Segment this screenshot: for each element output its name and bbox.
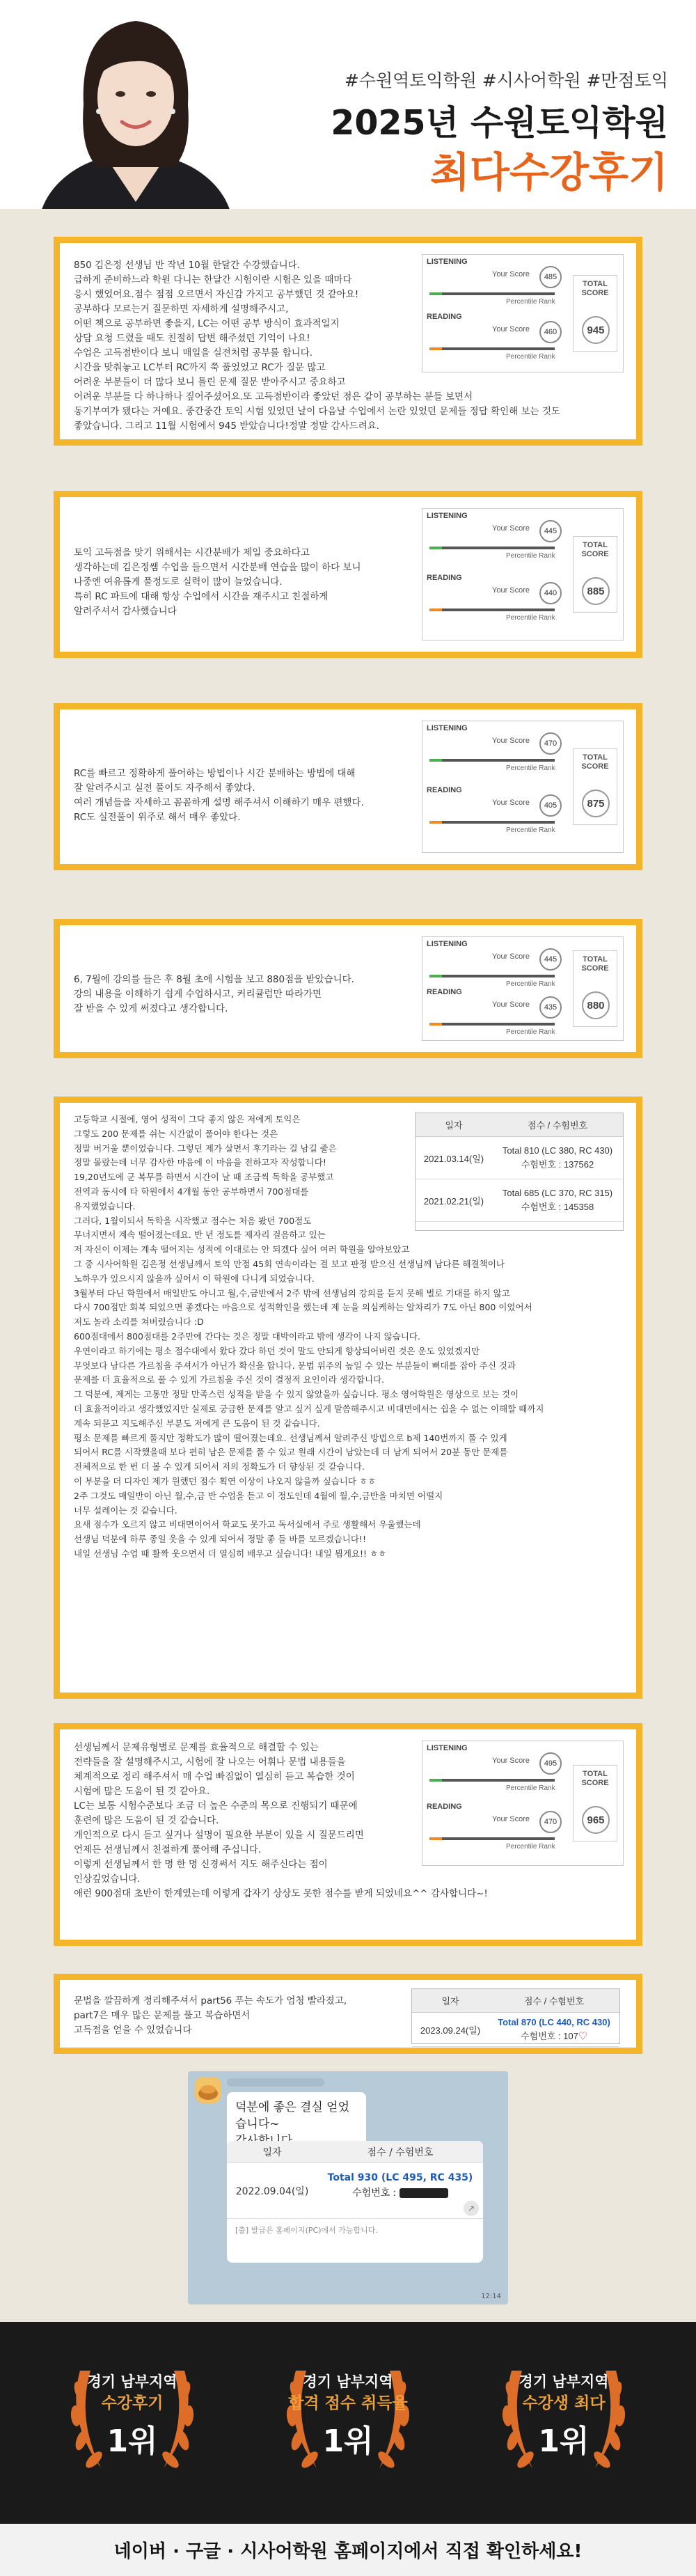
review-line: 평소 문제를 빠르게 풀지만 정확도가 많이 떨어졌는데요. 선생님께서 알려주신 방법으로 b제 140번까지 풀 수 있게	[74, 1432, 507, 1443]
chat-score-card	[227, 2141, 483, 2263]
reading-score: 470	[539, 1811, 562, 1833]
review-line: 그러다, 1월이되서 독학을 시작했고 점수는 처음 봤던 700점도	[74, 1215, 312, 1226]
percentile-label: Percentile Rank	[506, 764, 555, 772]
review-line: 저도 놀라 소리를 쳐버렸습니다 :D	[74, 1317, 204, 1328]
award-rank: 1위	[538, 2424, 590, 2459]
listening-score: 445	[539, 520, 562, 542]
exam-number: 수험번호 : 145358	[521, 1202, 594, 1212]
percentile-label: Percentile Rank	[506, 826, 555, 834]
review-line: 600점대에서 800점대를 2주만에 간다는 것은 정말 대박이라고 밖에 생각이 나지 않습니다.	[74, 1330, 420, 1342]
score-report	[422, 1741, 624, 1866]
award-rank: 1위	[322, 2424, 374, 2459]
your-score-label: Your Score	[492, 325, 530, 333]
review-card-3	[54, 703, 642, 870]
reading-bar-marker	[429, 821, 442, 824]
review-line: 850 김은정 선생님 반 작년 10월 한달간 수강했습니다.	[74, 260, 301, 271]
exam-number-redacted	[400, 2188, 448, 2198]
review-text	[74, 973, 354, 1016]
review-card-1	[54, 237, 642, 446]
certificate-header	[412, 1989, 619, 2013]
listening-label: LISTENING	[427, 1744, 468, 1752]
share-icon[interactable]: ↗	[464, 2201, 479, 2216]
total-score: 875	[582, 790, 610, 817]
heart-icon: ♡	[578, 2031, 587, 2041]
review-line: 계속 되묻고 지도해주신 부분도 저에게 큰 도움이 된 것 같습니다.	[74, 1417, 320, 1429]
listening-bar-track	[429, 759, 555, 762]
review-line: 훈련에 많은 도움이 된 것 같습니다.	[74, 1815, 219, 1826]
your-score-label: Your Score	[492, 586, 530, 595]
review-line: 6, 7월에 강의를 들은 후 8월 초에 시험을 보고 880점을 받았습니다.	[74, 974, 354, 985]
award-2	[268, 2343, 428, 2496]
your-score-label: Your Score	[492, 737, 530, 745]
total-score: 880	[582, 991, 610, 1019]
award-region: 경기 남부지역	[87, 2373, 177, 2390]
review-card-2	[54, 491, 642, 658]
total-score-label: TOTAL SCORE	[581, 280, 609, 297]
reading-bar-track	[429, 821, 555, 824]
review-line: 2주 그것도 매일반이 아닌 월,수,금 반 수업을 듣고 이 정도인데 4월에 월,수,금반을 마치면 어떨지	[74, 1490, 443, 1501]
review-line: 정말 버거울 뿐이었습니다. 그렇던 제가 살면서 후기라는 걸 남길 줄은	[74, 1142, 337, 1154]
review-line: 더 효율적이라고 생각했었지만 실제로 궁금한 문제를 알고 싶거 싶게 말씀해주시고 비대면에서는 쉽을 수 없는 이해할 때까지	[74, 1403, 544, 1414]
listening-bar-track	[429, 292, 555, 295]
listening-score: 445	[539, 948, 562, 971]
total-score-box	[573, 536, 617, 613]
certificate-row	[416, 1179, 623, 1222]
listening-bar-marker	[429, 975, 442, 977]
review-line: 선생님 덕분에 하루 종일 웃을 수 있게 되어서 정말 좋 들 바를 모르겠습니다!!	[74, 1534, 366, 1545]
percentile-label: Percentile Rank	[506, 1028, 555, 1036]
bottom-banner: 네이버 · 구글 · 시사어학원 홈페이지에서 직접 확인하세요!	[0, 2524, 696, 2576]
total-score: Total 810 (LC 380, RC 430)	[502, 1145, 613, 1156]
review-line: 잘 받을 수 있게 써졌다고 생각합니다.	[74, 1003, 228, 1014]
score-report	[422, 508, 624, 641]
listening-bar-marker	[429, 1779, 442, 1782]
review-line: LC는 보통 시험수준보다 조금 더 높은 수준의 목으로 진행되기 때문에	[74, 1800, 358, 1812]
message-time: 12:14	[481, 2293, 501, 2300]
your-score-label: Your Score	[492, 1000, 530, 1009]
review-line: RC를 빠르고 정확하게 풀어하는 방법이나 시간 분배하는 방법에 대해	[74, 768, 356, 779]
listening-label: LISTENING	[427, 258, 468, 266]
page-header	[0, 0, 696, 209]
exam-number-label: 수험번호 :	[352, 2188, 397, 2199]
hashtags: #수원역토익학원 #시사어학원 #만점토익	[344, 70, 668, 91]
reading-bar-marker	[429, 1837, 442, 1840]
review-line: 그렇도 200 문제를 쉬는 시간없이 풀어야 한다는 것은	[74, 1128, 278, 1139]
review-line: 생각하는데 김은정쌤 수업을 들으면서 시간분배 연습을 많이 하다 보니	[74, 562, 361, 573]
review-line: 전략들을 잘 설명해주시고, 시험에 잘 나오는 어휘나 문법 내용들을	[74, 1757, 346, 1768]
certificate-row	[412, 2013, 619, 2047]
review-text	[74, 767, 364, 825]
review-line: 시험에 많은 도움이 된 것 같아요.	[74, 1786, 210, 1797]
percentile-label: Percentile Rank	[506, 1784, 555, 1792]
percentile-label: Percentile Rank	[506, 980, 555, 988]
reading-bar-track	[429, 347, 555, 350]
date-header: 일자	[445, 1120, 463, 1131]
award-category: 수강후기	[101, 2394, 164, 2412]
listening-bar-marker	[429, 547, 442, 549]
review-line: 개인적으로 다시 듣고 싶거나 설명이 필요한 부분이 있을 시 질문드리면	[74, 1830, 364, 1841]
review-line: 요새 점수가 오르지 않고 비대면이어서 학교도 못가고 독서실에서 주로 생활해서 우울했는데	[74, 1519, 421, 1530]
your-score-label: Your Score	[492, 270, 530, 278]
reading-bar-track	[429, 1837, 555, 1840]
total-score: 885	[582, 577, 610, 605]
total-score: Total 685 (LC 370, RC 315)	[502, 1188, 613, 1198]
total-score-label: TOTAL SCORE	[581, 1770, 609, 1787]
reading-bar-track	[429, 1023, 555, 1026]
sender-name-redacted	[227, 2078, 324, 2087]
percentile-label: Percentile Rank	[506, 552, 555, 560]
exam-number: 수험번호 : 137562	[521, 1159, 594, 1170]
review-line: 무엇보다 남다른 가르침을 주셔서가 아닌가 확신을 합니다. 문법 위주의 높일 수 있는 부분들이 뻐대를 잡아 주신 것과	[74, 1360, 516, 1371]
review-line: 3월부터 다닌 학원에서 매일반도 아니고 월,수,금반에서 2주 밖에 선생님의 강의를 듣지 못해 벌로 기대를 하지 않고	[74, 1287, 510, 1298]
review-line: 잘 알려주시고 실전 풀이도 자주해서 좋았다.	[74, 783, 255, 794]
review-line: 어떤 책으로 공부하면 좋을지, LC는 어떤 공부 방식이 효과적일지	[74, 318, 340, 329]
total-score-label: TOTAL SCORE	[581, 541, 609, 558]
score-report	[422, 254, 624, 372]
review-line: 알려주셔서 감사했습니다	[74, 606, 177, 617]
review-line: 강의 내용을 이해하기 쉽게 수업하시고, 커리큘럼만 따라가면	[74, 989, 322, 1000]
reading-label: READING	[427, 1803, 462, 1811]
review-line: 애런 900점대 초반이 한계였는데 이렇게 갑자기 상상도 못한 점수를 받게 되었네요^^ 감사합니다~!	[74, 1888, 488, 1899]
review-line: 내일 선생님 수업 때 활짝 웃으면서 더 열심히 배우고 싶습니다! 내일 뵙게요!! ㅎㅎ	[74, 1548, 387, 1559]
review-line: part7은 매우 많은 문제를 풀고 복습하면서	[74, 2010, 251, 2021]
your-score-label: Your Score	[492, 1757, 530, 1765]
total-score-box	[573, 748, 617, 825]
review-line: 전역과 동시에 타 학원에서 4개월 동안 공부하면서 700점대를	[74, 1186, 309, 1197]
award-region: 경기 남부지역	[303, 2373, 393, 2390]
review-line: 고등학교 시절에, 영어 성적이 그닥 좋지 않은 저에게 토익은	[74, 1114, 301, 1124]
listening-score: 485	[539, 266, 562, 288]
reading-score: 435	[539, 996, 562, 1019]
listening-label: LISTENING	[427, 512, 468, 520]
review-line: 무너지면서 계속 떨어졌는데요. 반 년 정도를 제자리 걸음하고 있는	[74, 1230, 326, 1241]
review-line: 저 자신이 이제는 계속 떨어지는 성적에 이대로는 안 되겠다 싶어 여러 학원을 알아보았고	[74, 1244, 410, 1255]
total-score-label: TOTAL SCORE	[581, 955, 609, 973]
review-card-4	[54, 919, 642, 1058]
score-report	[422, 936, 624, 1041]
review-line: 좋았습니다. 그리고 11월 시험에서 945 받았습니다!정말 정말 감사드려요.	[74, 421, 380, 432]
listening-bar-track	[429, 547, 555, 549]
reading-score: 460	[539, 321, 562, 343]
review-line: 체계적으로 정리 해주셔서 매 수업 빠짐없이 열심히 듣고 복습한 것이	[74, 1771, 355, 1782]
review-line: 전체적으로 한 번 더 볼 수 있게 되어서 저의 정확도가 더 향상된 것 같습니다.	[74, 1461, 365, 1472]
your-score-label: Your Score	[492, 1815, 530, 1823]
score-certificate	[411, 1988, 620, 2044]
review-line: 노하우가 있으시지 않을까 싶어서 이 학원에 다니게 되었습니다.	[74, 1273, 315, 1284]
review-line: 선생님께서 문제유형별로 문제를 효율적으로 해결할 수 있는	[74, 1742, 319, 1753]
review-line: 나중엔 여유롭게 풀정도로 실력이 많이 늘었습니다.	[74, 576, 283, 588]
teacher-portrait	[42, 0, 230, 209]
review-line: 공부하다 모르는거 질문하면 자세하게 설명해주시고,	[74, 304, 289, 315]
date-header: 일자	[441, 1996, 459, 2006]
review-line: 문법을 깔끔하게 정리해주셔서 part56 푸는 속도가 엄청 빨라졌고,	[74, 1995, 347, 2006]
award-category: 수강생 최다	[522, 2394, 606, 2412]
your-score-label: Your Score	[492, 952, 530, 961]
review-line: 문제를 더 효율적으로 풀 수 있게 가르침을 주신 것이 결정적 요인이라 생각합니다.	[74, 1374, 385, 1385]
review-line: 시간을 맞춰놓고 LC부터 RC까지 쭉 풀었었고 RC가 질문 많고	[74, 362, 326, 373]
award-rank: 1위	[106, 2424, 158, 2459]
award-category: 합격 점수 취득율	[288, 2394, 408, 2412]
review-line: 특히 RC 파트에 대해 항상 수업에서 시간을 재주시고 친절하게	[74, 591, 329, 602]
score-certificate	[415, 1113, 624, 1231]
review-line: RC도 실전풀이 위주로 해서 매우 좋았다.	[74, 812, 241, 823]
reading-score: 440	[539, 582, 562, 604]
listening-bar-track	[429, 975, 555, 977]
listening-label: LISTENING	[427, 724, 468, 732]
total-score: Total 930 (LC 495, RC 435)	[327, 2172, 473, 2183]
reading-bar-track	[429, 608, 555, 611]
percentile-label: Percentile Rank	[506, 298, 555, 306]
review-line: 이렇게 선생님께서 한 명 한 명 신경써서 지도 해주신다는 점이	[74, 1859, 328, 1870]
review-line: 우연이라고 하기에는 평소 점수대에서 왔다 갔다 하던 것이 말도 안되게 향상되어버린 것은 운도 있었겠지만	[74, 1345, 480, 1356]
review-line: 고득점을 얻을 수 있었습니다	[74, 2025, 192, 2036]
percentile-label: Percentile Rank	[506, 614, 555, 622]
score-header: 점수 / 수험번호	[523, 1996, 585, 2006]
page-title: 2025년 수원토익학원	[331, 103, 668, 143]
total-score-box	[573, 950, 617, 1027]
exam-date: 2022.09.04(일)	[235, 2185, 309, 2197]
award-region: 경기 남부지역	[519, 2373, 609, 2390]
total-score-box	[573, 1765, 617, 1841]
review-line: 다시 700점만 회복 되었으면 좋겠다는 마음으로 성적확인을 했는데 제 눈을 의심케하는 알차리가 7도 아닌 800 이었어서	[74, 1302, 532, 1313]
total-score: Total 870 (LC 440, RC 430)	[498, 2017, 610, 2027]
percentile-label: Percentile Rank	[506, 1843, 555, 1851]
reading-score: 405	[539, 794, 562, 817]
reading-label: READING	[427, 313, 462, 321]
review-card-5	[54, 1097, 642, 1699]
total-score: 945	[582, 316, 610, 344]
review-line: 동기부여가 됐다는 거예요. 중간중간 토익 시험 있었던 날이 다음날 수업에서 논란 있었던 문제들 정답 확인해 보는 것도	[74, 406, 560, 417]
review-line: 응시 했었어요.점수 점점 오르면서 자신감 가지고 공부했던 것 같아요!	[74, 289, 359, 300]
score-report	[422, 721, 624, 853]
exam-date: 2021.02.21(일)	[423, 1195, 484, 1207]
review-line: 이 부분을 더 디자인 제가 원했던 점수 획연 이상이 나오지 않을까 싶습니다 ㅎㅎ	[74, 1475, 377, 1486]
chat-bubble-line-1: 덕분에 좋은 결실 얻었습니다~	[235, 2100, 350, 2131]
review-line: 언제든 선생님께서 친절하게 풀어해 주십니다.	[74, 1844, 262, 1855]
review-line: 수업은 고득점반이다 보니 매일을 실전처럼 공부를 합니다.	[74, 347, 313, 359]
your-score-label: Your Score	[492, 799, 530, 807]
review-line: 상담 요청 드렸을 때도 친절히 답변 해주셨던 기억이 나요!	[74, 333, 310, 344]
exam-date: 2023.09.24(일)	[420, 2025, 481, 2036]
review-line: 19,20년도에 군 복무를 하면서 시간이 날 때 조금씩 독학을 공부했고	[74, 1172, 334, 1183]
percentile-label: Percentile Rank	[506, 353, 555, 361]
listening-bar-track	[429, 1779, 555, 1782]
certificate-row	[416, 1137, 623, 1179]
awards-section	[0, 2322, 696, 2524]
reading-label: READING	[427, 988, 462, 996]
your-score-label: Your Score	[492, 524, 530, 533]
listening-label: LISTENING	[427, 940, 468, 948]
review-line: 되어서 RC를 시작했을때 보다 편히 남은 문제를 풀 수 있고 원래 시간이 남았는데 더 남게 되어서 20분 동안 문제를	[74, 1447, 508, 1458]
review-line: 정말 몰랐는데 너무 감사한 마음에 이 마음을 전하고자 작성합니다!	[74, 1157, 326, 1168]
listening-bar-marker	[429, 292, 442, 295]
review-line: 어려운 부분들 다 하나하나 짚어주셨어요.또 고득점반이라 좋았던 점은 같이 공부하는 분들 보면서	[74, 391, 473, 402]
listening-score: 470	[539, 732, 562, 755]
review-line: 유지했었습니다.	[74, 1200, 136, 1211]
exam-number: 수험번호 : 107♡	[521, 2031, 587, 2041]
reading-bar-marker	[429, 1023, 442, 1026]
total-score-box	[573, 275, 617, 352]
review-line: 여러 개념들을 자세하고 꼼꼼하게 설명 해주셔서 이해하기 매우 편했다.	[74, 797, 364, 808]
reading-bar-marker	[429, 608, 442, 611]
review-line: 그 중 시사어학원 김은정 선생님께서 토익 만점 45회 연속이라는 걸 보고 판정 받으신 선생님께 남다른 해결책이나	[74, 1258, 505, 1269]
reading-bar-marker	[429, 347, 442, 350]
review-line: 급하게 준비하느라 학원 다니는 한달간 시험이란 시험은 있을 때마다	[74, 274, 352, 285]
chat-screenshot	[188, 2071, 508, 2304]
card-footer-note: [출] 발급은 홈페이지(PC)에서 가능합니다.	[235, 2226, 378, 2235]
review-card-6	[54, 1723, 642, 1946]
review-text	[74, 546, 361, 619]
date-header: 일자	[262, 2146, 282, 2158]
certificate-header	[416, 1113, 623, 1137]
award-1	[52, 2343, 212, 2496]
reading-label: READING	[427, 786, 462, 794]
score-header: 점수 / 수험번호	[367, 2146, 434, 2158]
total-score-label: TOTAL SCORE	[581, 753, 609, 771]
review-line: 그 덕분에, 제게는 고통만 정말 만족스런 성적을 받을 수 있지 않았을까 싶습니다. 평소 영어학원은 영상으로 보는 것이	[74, 1389, 519, 1400]
review-text	[74, 1994, 347, 2038]
page-subtitle: 최다수강후기	[430, 148, 668, 196]
total-score: 965	[582, 1806, 610, 1834]
listening-bar-marker	[429, 759, 442, 762]
review-line: 너무 설레이는 것 같습니다.	[74, 1505, 177, 1516]
award-3	[484, 2343, 644, 2496]
review-line: 인상깊었습니다.	[74, 1874, 141, 1885]
review-line: 토익 고득점을 맞기 위해서는 시간분배가 제일 중요하다고	[74, 547, 310, 558]
review-line: 어려운 부분들이 더 많다 보니 틀린 문제 질문 받아주시고 중요하고	[74, 377, 346, 388]
listening-score: 495	[539, 1752, 562, 1775]
avatar	[195, 2077, 221, 2103]
reading-label: READING	[427, 574, 462, 582]
score-header: 점수 / 수험번호	[527, 1120, 588, 1131]
exam-date: 2021.03.14(일)	[423, 1153, 484, 1164]
review-card-7	[54, 1974, 642, 2054]
